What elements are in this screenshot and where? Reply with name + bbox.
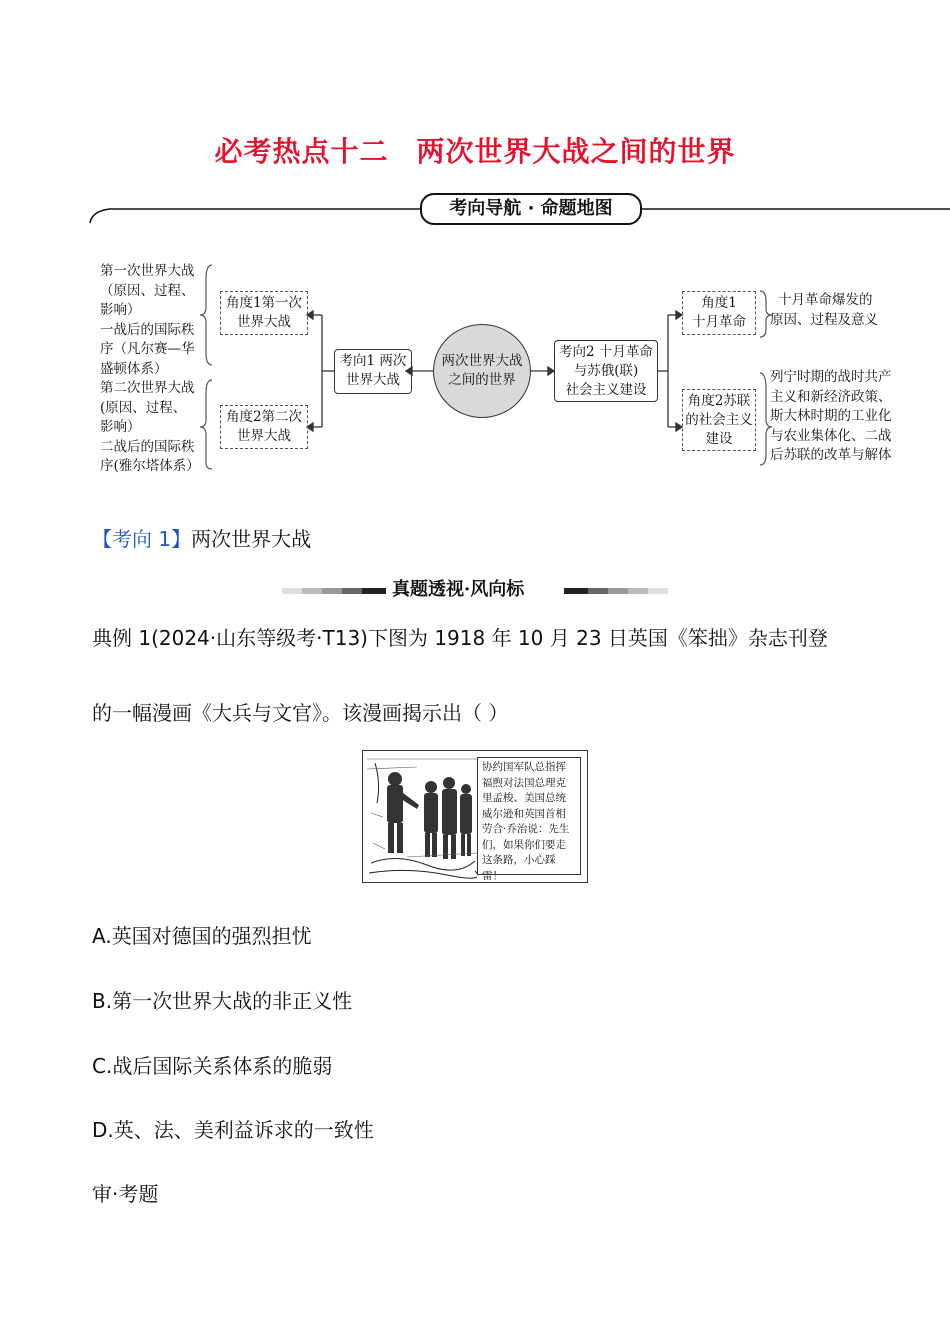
- box-line: 两次世界大战: [441, 353, 523, 369]
- box-line: 与苏俄(联): [573, 363, 639, 379]
- note-line: 第一次世界大战: [100, 263, 195, 279]
- note-line: 后苏联的改革与解体: [770, 447, 892, 463]
- review-label: 审·考题: [92, 1182, 159, 1206]
- box-line: 角度1: [701, 295, 737, 311]
- example-line2: 的一幅漫画《大兵与文官》。该漫画揭示出（ ）: [92, 701, 509, 725]
- caption-line: 劳合·乔治说：先生: [482, 823, 570, 835]
- note-line: （原因、过程、: [100, 282, 195, 299]
- left-notes: [100, 262, 200, 477]
- note-line: 十月革命爆发的: [778, 292, 873, 308]
- caption-line: 里孟梭、美国总统: [482, 792, 566, 804]
- note-line: 斯大林时期的工业化: [770, 408, 892, 424]
- note-line: (原因、过程、: [100, 399, 187, 416]
- note-line: 原因、过程及意义: [770, 311, 878, 328]
- right-note-october: [770, 291, 878, 330]
- angle1-ww1-box: [220, 291, 308, 335]
- title-part1: 必考热点十二: [214, 135, 389, 168]
- box-line: 角度2第二次: [225, 409, 303, 425]
- option-d: D.英、法、美利益诉求的一致性: [92, 1118, 374, 1142]
- box-line: 社会主义建设: [565, 382, 647, 398]
- note-line: 二战后的国际秩: [100, 438, 195, 455]
- subhead-title: 真题透视·风向标: [392, 579, 525, 600]
- box-line: 角度1第一次: [225, 295, 303, 311]
- section-heading: [92, 523, 311, 552]
- caption-line: 协约国军队总指挥: [482, 761, 566, 773]
- note-line: 影响）: [100, 419, 141, 435]
- section-label: 两次世界大战: [191, 527, 312, 551]
- cartoon-caption: [477, 757, 581, 882]
- caption-line: 福煦对法国总理克: [482, 776, 566, 789]
- caption-line: 这条路，小心踩雷！: [482, 854, 556, 882]
- direction1-box: [334, 349, 412, 394]
- page-title: [0, 130, 950, 170]
- section-bracket: 【考向 1】: [92, 527, 192, 551]
- box-line: 角度2苏联: [687, 393, 751, 409]
- note-line: 与农业集体化、二战: [770, 427, 892, 444]
- right-note-soviet: [770, 368, 892, 466]
- box-line: 建设: [705, 431, 733, 447]
- box-line: 世界大战: [237, 428, 291, 444]
- angle2-ww2-box: [220, 405, 308, 449]
- note-line: 主义和新经济政策、: [770, 388, 892, 405]
- direction2-box: [554, 340, 658, 402]
- note-line: 序(雅尔塔体系）: [100, 458, 200, 474]
- caption-line: 们，如果你们要走: [482, 838, 566, 851]
- caption-line: 威尔逊和英国首相: [482, 807, 566, 820]
- example-line1: 典例 1(2024·山东等级考·T13)下图为 1918 年 10 月 23 日英国《笨拙》杂志刊登: [92, 626, 828, 650]
- box-line: 考向1 两次: [339, 353, 407, 369]
- note-line: 盛顿体系）: [100, 360, 168, 377]
- angle1-october-box: [682, 291, 756, 335]
- note-line: 列宁时期的战时共产: [770, 369, 892, 385]
- option-a: A.英国对德国的强烈担忧: [92, 924, 312, 948]
- box-line: 世界大战: [237, 314, 291, 330]
- box-line: 之间的世界: [448, 372, 516, 388]
- box-line: 世界大战: [346, 372, 400, 388]
- note-line: 第二次世界大战: [100, 380, 195, 396]
- option-b: B.第一次世界大战的非正义性: [92, 989, 353, 1013]
- cartoon-illustration: [367, 753, 477, 881]
- box-line: 十月革命: [692, 314, 746, 330]
- note-line: 影响）: [100, 302, 141, 318]
- section-banner: 考向导航 · 命题地图: [420, 193, 642, 225]
- box-line: 考向2 十月革命: [559, 344, 653, 360]
- center-topic-circle: [433, 324, 531, 418]
- angle2-soviet-box: [682, 389, 756, 451]
- box-line: 的社会主义: [685, 412, 753, 428]
- cartoon-figure: [362, 750, 588, 883]
- note-line: 一战后的国际秩: [100, 321, 195, 338]
- note-line: 序（凡尔赛—华: [100, 341, 195, 357]
- option-c: C.战后国际关系体系的脆弱: [92, 1054, 333, 1078]
- title-part2: 两次世界大战之间的世界: [416, 135, 736, 168]
